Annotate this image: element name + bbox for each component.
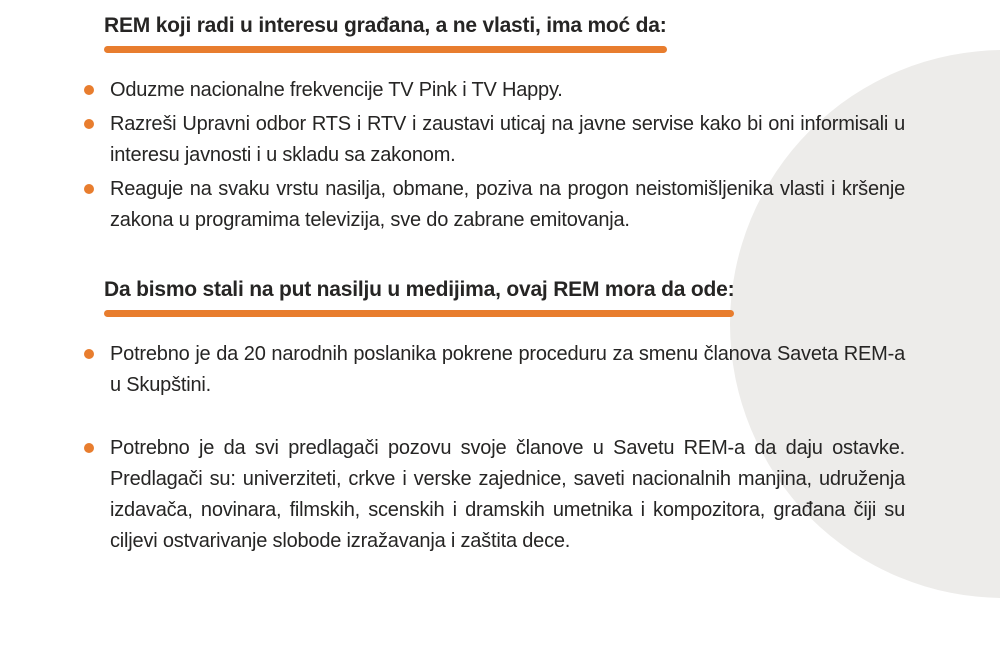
list-item — [84, 339, 905, 401]
list-item — [84, 433, 905, 557]
section-heading-text: Da bismo stali na put nasilju u medijima, ovaj REM mora da ode: — [104, 278, 735, 301]
section-heading — [104, 12, 667, 53]
bullet-dot-icon — [84, 349, 94, 359]
section-heading — [104, 276, 734, 317]
orange-underline-bar — [104, 46, 667, 53]
bullet-dot-icon — [84, 119, 94, 129]
list-item — [84, 174, 905, 236]
list-item-text: Reaguje na svaku vrstu nasilja, obmane, poziva na progon neistomišljenika vlasti i kršenje zakona u programima televizija, sve do zabrane emitovanja. — [110, 178, 905, 231]
list-item — [84, 75, 905, 106]
orange-underline-bar — [104, 310, 734, 317]
bullet-dot-icon — [84, 443, 94, 453]
bullet-dot-icon — [84, 184, 94, 194]
bullet-dot-icon — [84, 85, 94, 95]
list-item-text: Potrebno je da 20 narodnih poslanika pokrene proceduru za smenu članova Saveta REM-a u Skupštini. — [110, 343, 905, 396]
content-column — [84, 12, 905, 557]
list-item-text: Razreši Upravni odbor RTS i RTV i zaustavi uticaj na javne servise kako bi oni informisali u interesu javnosti i u skladu sa zakonom. — [110, 113, 905, 166]
bullet-list — [84, 75, 905, 236]
list-item — [84, 109, 905, 171]
list-item-text: Potrebno je da svi predlagači pozovu svoje članove u Savetu REM-a da daju ostavke. Predlagači su: univerziteti, crkve i verske zajednice, saveti nacionalnih manjina, udruženja izdavača, novinara, filmskih, scenskih i dramskih umetnika i kompozitora, građana čiji su ciljevi ostvarivanje slobode izražavanja i zaštita dece. — [110, 437, 905, 552]
text-section — [84, 12, 905, 236]
bullet-list — [84, 339, 905, 557]
list-item-text: Oduzme nacionalne frekvencije TV Pink i TV Happy. — [110, 79, 563, 101]
section-heading-text: REM koji radi u interesu građana, a ne vlasti, ima moć da: — [104, 14, 667, 37]
text-section — [84, 276, 905, 557]
